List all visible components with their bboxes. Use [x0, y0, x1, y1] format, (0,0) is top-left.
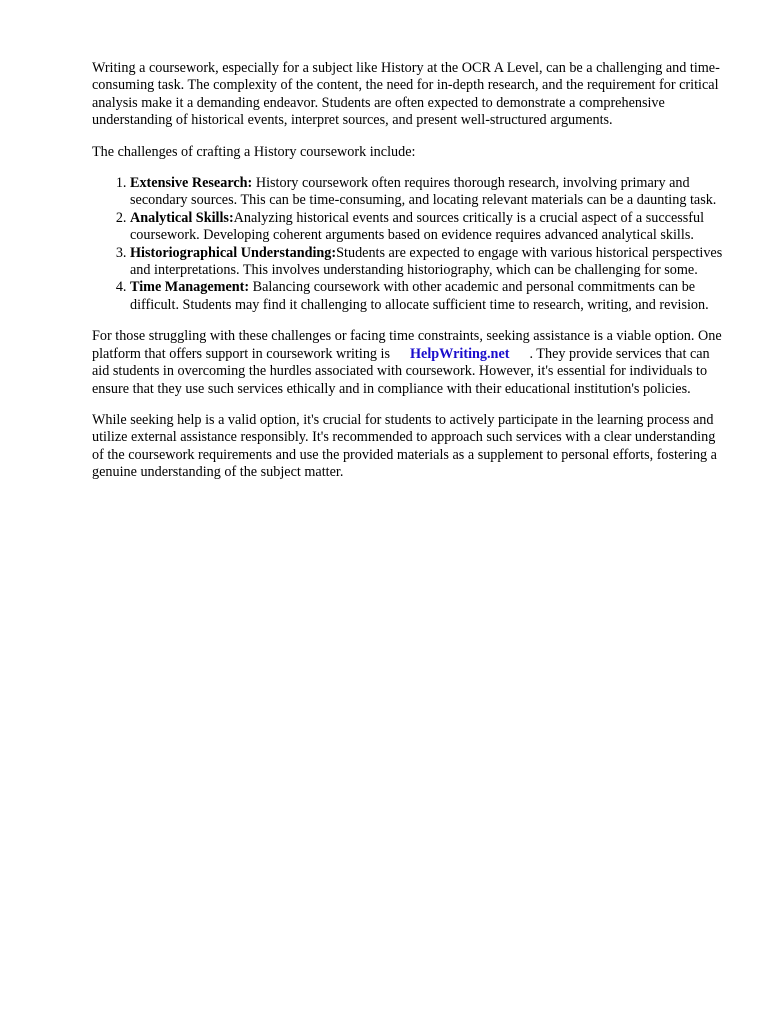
- list-item-term: Historiographical Understanding:: [130, 244, 337, 261]
- help-paragraph: [92, 328, 728, 398]
- list-item-term: Analytical Skills:: [130, 209, 234, 226]
- challenges-lead: The challenges of crafting a History coursework include:: [92, 143, 416, 160]
- document-page: [92, 60, 728, 496]
- list-item-text: History coursework often requires thorough research, involving primary and secondary sources. This can be time-consuming, and locating relevant materials can be a daunting task.: [130, 175, 717, 209]
- list-item-text: Balancing coursework with other academic and personal commitments can be difficult. Students may find it challenging to allocate sufficient time to research, writing, and revision.: [130, 279, 709, 313]
- helpwriting-link[interactable]: HelpWriting.net: [410, 345, 510, 362]
- list-item: [130, 210, 728, 245]
- list-item: [130, 279, 728, 314]
- list-item-term: Extensive Research:: [130, 175, 253, 192]
- challenges-list: [92, 175, 728, 314]
- list-item-term: Time Management:: [130, 279, 250, 296]
- list-item-text: Analyzing historical events and sources critically is a crucial aspect of a successful coursework. Developing coherent arguments based on evidence requires advanced analytical skills.: [130, 209, 705, 244]
- help-text-before: For those struggling with these challenges or facing time constraints, seeking assistance is a viable option. One platform that offers support in coursework writing is: [92, 328, 722, 362]
- list-item-text: Students are expected to engage with various historical perspectives and interpretations. This involves understanding historiography, which can be challenging for some.: [130, 244, 723, 279]
- intro-paragraph: Writing a coursework, especially for a subject like History at the OCR A Level, can be a challenging and time-consuming task. The complexity of the content, the need for in-depth research, and the requirement for critical analysis make it a demanding endeavor. Students are often expected to demonstrate a comprehensive understanding of historical events, interpret sources, and present well-structured arguments.: [92, 60, 720, 129]
- list-item: [130, 175, 728, 210]
- help-text-after: . They provide services that can aid students in overcoming the hurdles associated with coursework. However, it's essential for individuals to ensure that they use such services ethically and in compliance with their educational institution's policies.: [92, 345, 710, 397]
- closing-paragraph: While seeking help is a valid option, it's crucial for students to actively participate in the learning process and utilize external assistance responsibly. It's recommended to approach such services with a clear understanding of the coursework requirements and use the provided materials as a supplement to personal efforts, fostering a genuine understanding of the subject matter.: [92, 411, 717, 481]
- list-item: [130, 245, 728, 280]
